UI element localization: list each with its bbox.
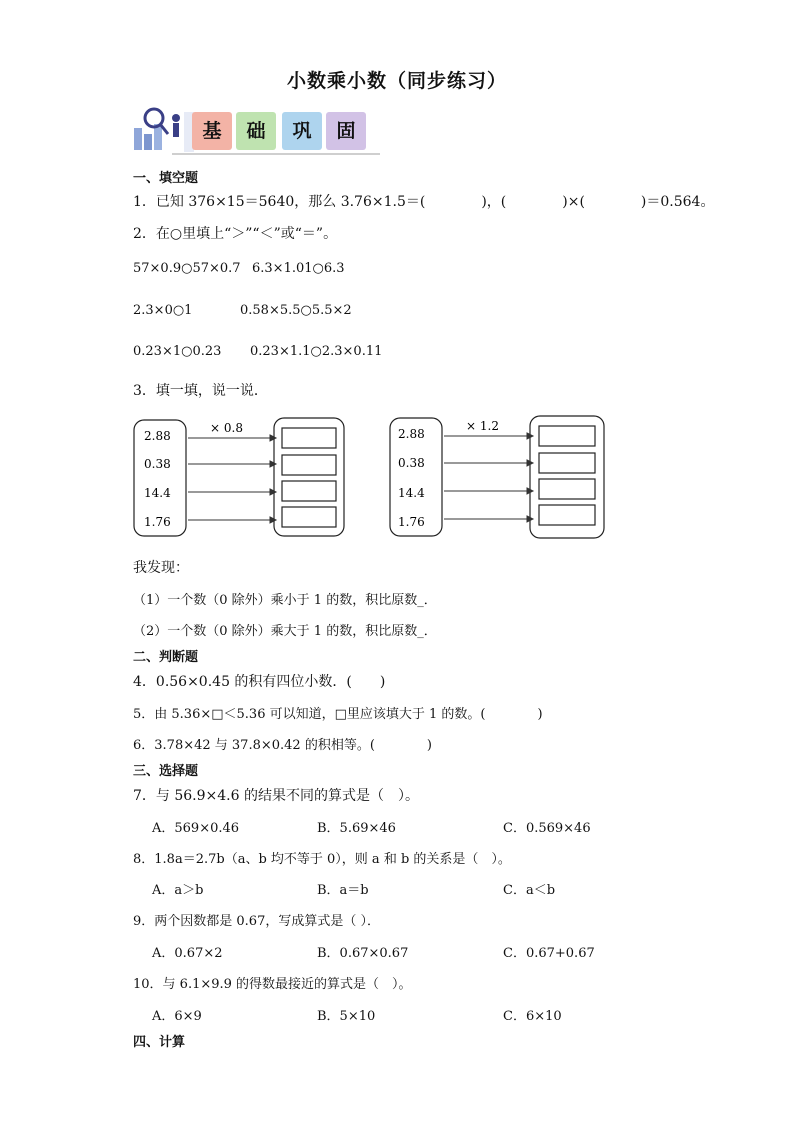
banner-tile-2: 础 xyxy=(236,112,276,150)
multiply-diagram-left xyxy=(130,412,350,542)
compare-item: 57×0.9○57×0.7 xyxy=(133,261,241,276)
input-value: 0.38 xyxy=(398,456,425,470)
question-3: 3．填一填，说一说． xyxy=(133,383,268,399)
section-heading-calc: 四、计算 xyxy=(133,1035,186,1050)
compare-item: 2.3×0○1 xyxy=(133,303,193,318)
option-c: C．0.569×46 xyxy=(503,821,591,836)
operator-label: × 0.8 xyxy=(210,421,243,435)
option-a: A．0.67×2 xyxy=(152,946,223,961)
compare-item: 0.58×5.5○5.5×2 xyxy=(240,303,352,318)
discover-label: 我发现： xyxy=(133,560,189,576)
option-c: C．0.67+0.67 xyxy=(503,946,595,961)
input-value: 1.76 xyxy=(144,515,171,529)
option-b: B．5×10 xyxy=(317,1009,376,1024)
question-1: 1．已知 376×15＝5640，那么 3.76×1.5＝( )，( )×( )＝0.564。 xyxy=(133,194,715,210)
section-heading-fill: 一、填空题 xyxy=(133,171,199,186)
section-heading-choice: 三、选择题 xyxy=(133,764,199,779)
question-9: 9．两个因数都是 0.67，写成算式是（ ）． xyxy=(133,914,380,929)
option-a: A．a＞b xyxy=(152,883,204,898)
input-value: 2.88 xyxy=(144,429,171,443)
question-4: 4．0.56×0.45 的积有四位小数．( ) xyxy=(133,674,386,690)
compare-item: 6.3×1.01○6.3 xyxy=(252,261,345,276)
option-a: A．569×0.46 xyxy=(152,821,240,836)
banner-tile-3: 巩 xyxy=(282,112,322,150)
operator-label: × 1.2 xyxy=(466,419,499,433)
page-title: 小数乘小数（同步练习） xyxy=(286,70,507,92)
compare-item: 0.23×1.1○2.3×0.11 xyxy=(250,344,383,359)
input-value: 0.38 xyxy=(144,457,171,471)
option-b: B．0.67×0.67 xyxy=(317,946,409,961)
input-value: 1.76 xyxy=(398,515,425,529)
compare-item: 0.23×1○0.23 xyxy=(133,344,222,359)
option-a: A．6×9 xyxy=(152,1009,202,1024)
question-6: 6．3.78×42 与 37.8×0.42 的积相等。( ) xyxy=(133,738,432,753)
input-value: 14.4 xyxy=(398,486,425,500)
multiply-diagram-right xyxy=(386,412,610,542)
question-7: 7．与 56.9×4.6 的结果不同的算式是（ ）。 xyxy=(133,788,419,804)
option-c: C．6×10 xyxy=(503,1009,562,1024)
question-8: 8．1.8a＝2.7b（a、b 均不等于 0），则 a 和 b 的关系是（ ）。 xyxy=(133,852,511,867)
discover-item-1: （1）一个数（0 除外）乘小于 1 的数，积比原数_． xyxy=(133,593,437,608)
input-value: 14.4 xyxy=(144,486,171,500)
input-value: 2.88 xyxy=(398,427,425,441)
question-2: 2．在○里填上“＞”“＜”或“＝”。 xyxy=(133,226,338,242)
option-c: C．a＜b xyxy=(503,883,556,898)
option-b: B．5.69×46 xyxy=(317,821,396,836)
banner-tile-4: 固 xyxy=(326,112,366,150)
section-heading-judge: 二、判断题 xyxy=(133,650,199,665)
question-5: 5．由 5.36×□＜5.36 可以知道，□里应该填大于 1 的数。( ) xyxy=(133,707,543,722)
option-b: B．a＝b xyxy=(317,883,369,898)
question-10: 10．与 6.1×9.9 的得数最接近的算式是（ ）。 xyxy=(133,977,412,992)
banner-tile-1: 基 xyxy=(192,112,232,150)
discover-item-2: （2）一个数（0 除外）乘大于 1 的数，积比原数_． xyxy=(133,624,437,639)
